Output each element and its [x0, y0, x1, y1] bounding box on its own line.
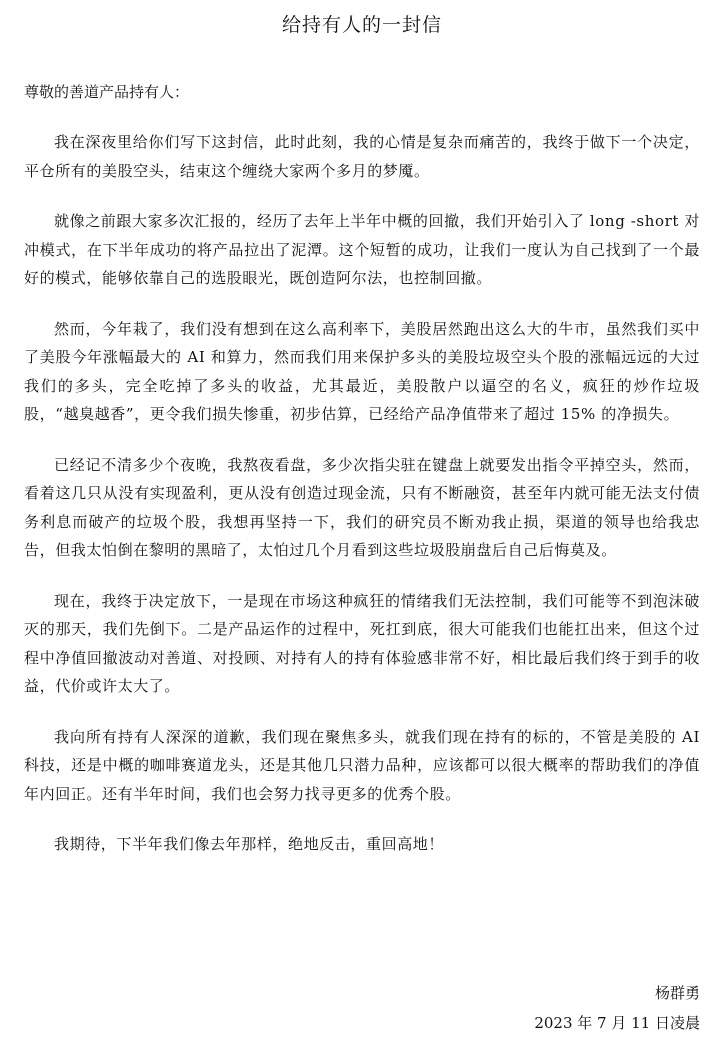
- paragraph-3: 然而，今年栽了，我们没有想到在这么高利率下，美股居然跑出这么大的牛市，虽然我们买中了美股今年涨幅最大的 AI 和算力，然而我们用来保护多头的美股垃圾空头个股的涨幅远远的大过我们的多头，完全吃掉了多头的收益，尤其最近，美股散户以逼空的名义，疯狂的炒作垃圾股，“越臭越香”，更令我们损失惨重，初步估算，已经给产品净值带来了超过 15% 的净损失。: [24, 319, 700, 423]
- paragraph-7: 我期待，下半年我们像去年那样，绝地反击，重回高地！: [54, 835, 445, 853]
- paragraph-1: 我在深夜里给你们写下这封信，此时此刻，我的心情是复杂而痛苦的，我终于做下一个决定，平仓所有的美股空头，结束这个缠绕大家两个多月的梦魇。: [24, 133, 700, 180]
- paragraph-6: 我向所有持有人深深的道歉，我们现在聚焦多头，就我们现在持有的标的，不管是美股的 AI 科技，还是中概的咖啡赛道龙头，还是其他几只潜力品种，应该都可以很大概率的帮助我们的净值年内回正。还有半年时间，我们也会努力找寻更多的优秀个股。: [24, 727, 700, 803]
- salutation: 尊敬的善道产品持有人：: [24, 83, 190, 101]
- letter-title: 给持有人的一封信: [281, 14, 442, 36]
- signature-block: [534, 978, 700, 1038]
- paragraph-4: 已经记不清多少个夜晚，我熬夜看盘，多少次指尖驻在键盘上就要发出指令平掉空头，然而，看着这几只从没有实现盈利，更从没有创造过现金流，只有不断融资，甚至年内就可能无法支付债务利息而破产的垃圾个股，我想再坚持一下，我们的研究员不断劝我止损，渠道的领导也给我忠告，但我太怕倒在黎明的黑暗了，太怕过几个月看到这些垃圾股崩盘后自己后悔莫及。: [24, 455, 700, 559]
- paragraph-5: 现在，我终于决定放下，一是现在市场这种疯狂的情绪我们无法控制，我们可能等不到泡沫破灭的那天，我们先倒下。二是产品运作的过程中，死扛到底，很大可能我们也能扛出来，但这个过程中净值回撤波动对善道、对投顾、对持有人的持有体验感非常不好，相比最后我们终于到手的收益，代价或许太大了。: [24, 591, 700, 695]
- paragraph-2: 就像之前跟大家多次汇报的，经历了去年上半年中概的回撤，我们开始引入了 long -short 对冲模式，在下半年成功的将产品拉出了泥潭。这个短暂的成功，让我们一度认为自己找到了一个最好的模式，能够依靠自己的选股眼光，既创造阿尔法，也控制回撤。: [24, 212, 700, 287]
- signature-date: 2023 年 7 月 11 日凌晨: [534, 1014, 700, 1032]
- signature-name: 杨群勇: [654, 984, 700, 1002]
